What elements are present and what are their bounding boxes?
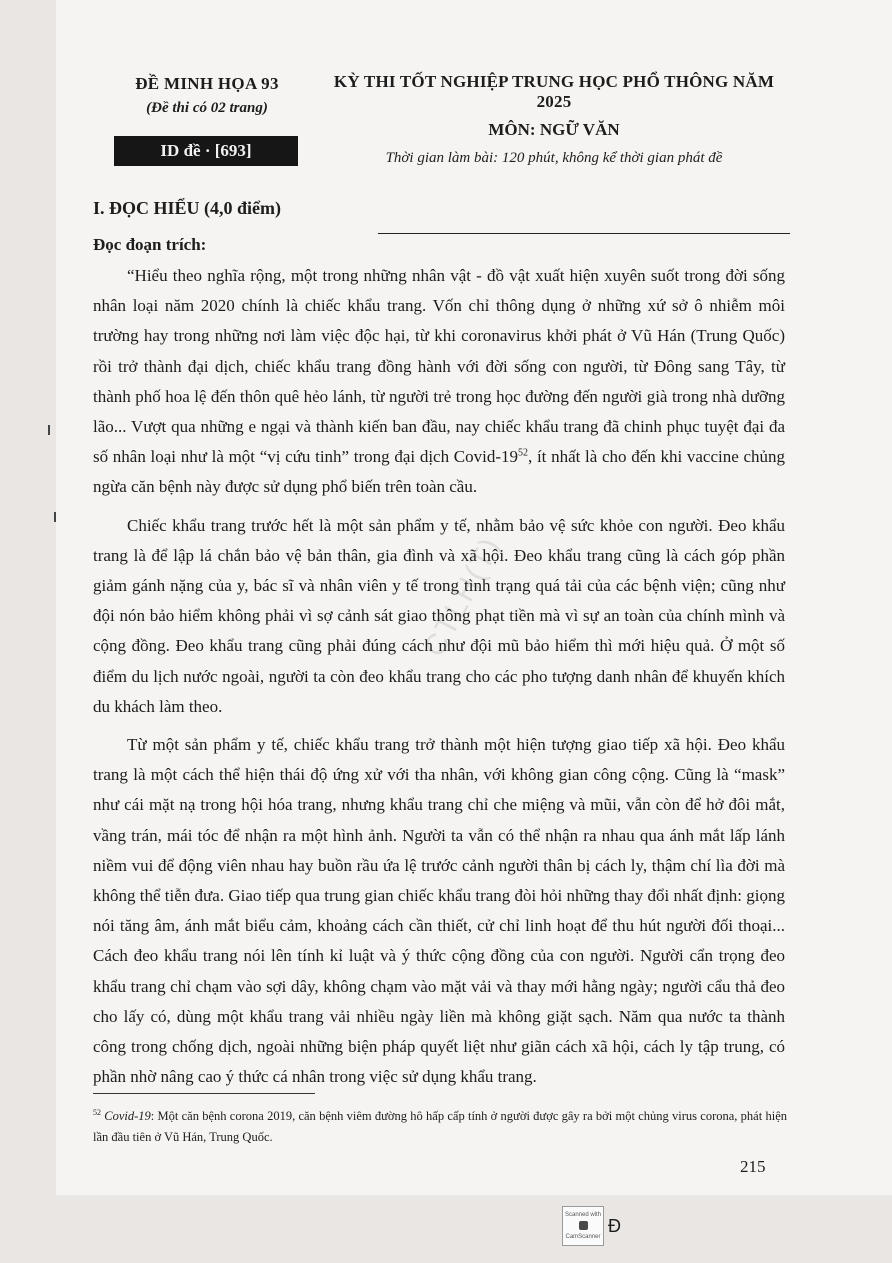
pages-note: (Đề thi có 02 trang) — [146, 100, 268, 116]
footnote — [93, 1102, 787, 1148]
exam-header-left — [102, 74, 312, 117]
time-note: Thời gian làm bài: 120 phút, không kể thời gian phát đề — [385, 150, 723, 166]
footnote-text: : Một căn bệnh corona 2019, căn bệnh viêm đường hô hấp cấp tính ở người được gây ra bởi một chủng virus corona, phát hiện lần đầu tiên ở Vũ Hán, Trung Quốc. — [93, 1109, 787, 1145]
scan-mark: Đ — [608, 1216, 621, 1236]
reading-section — [93, 198, 785, 1092]
camscanner-badge — [562, 1206, 604, 1246]
footnote-term: Covid-19 — [104, 1109, 151, 1124]
footnote-number: 52 — [93, 1108, 101, 1117]
watermark: CTLH(T) — [417, 531, 509, 663]
passage-paragraph-2: Chiếc khẩu trang trước hết là một sản phẩm y tế, nhằm bảo vệ sức khỏe con người. Đeo khẩu trang là để lập lá chắn bảo vệ bản thân, gia đình và xã hội. Đeo khẩu trang cũng là cách góp phần giảm gánh nặng của y, bác sĩ và nhân viên y tế trong tình trạng quá tải của các bệnh viện; cũng như đội nón bảo hiểm không phải vì sợ cảnh sát giao thông phạt tiền mà vì sự an toàn của chính mình và cộng đồng. Đeo khẩu trang cũng phải đúng cách như đội mũ bảo hiểm thì mới hiệu quả. Ở một số điểm du lịch nước ngoài, người ta còn đeo khẩu trang cho các pho tượng danh nhân để khuyến khích du khách làm theo. — [93, 515, 785, 716]
camscanner-logo-icon — [579, 1221, 588, 1230]
passage-paragraph-1 — [93, 261, 785, 503]
page-number: 215 — [740, 1157, 766, 1176]
exam-header-right — [320, 72, 788, 170]
footnote-divider — [93, 1093, 315, 1094]
exam-title: KỲ THI TỐT NGHIỆP TRUNG HỌC PHỔ THÔNG NĂM 2025 — [333, 72, 775, 111]
margin-mark — [48, 425, 50, 435]
read-label: Đọc đoạn trích: — [93, 235, 207, 254]
paragraph-text: , ít nhất là cho đến khi vaccine chủng ngừa căn bệnh này được sử dụng phổ biến trên toàn cầu. — [93, 447, 785, 497]
section-title: I. ĐỌC HIỂU (4,0 điểm) — [93, 198, 281, 218]
passage-paragraph-3: Từ một sản phẩm y tế, chiếc khẩu trang trở thành một hiện tượng giao tiếp xã hội. Đeo khẩu trang là một cách thể hiện thái độ ứng xử với tha nhân, với không gian công cộng. Cũng là “mask” như cái mặt nạ trong hội hóa trang, nhưng khẩu trang chỉ che miệng và mũi, vẫn còn để hở đôi mắt, vầng trán, mái tóc để nhận ra một hình ảnh. Người ta vẫn có thể nhận ra nhau qua ánh mắt lấp lánh niềm vui để động viên nhau hay buồn rầu ứa lệ trước cảnh người thân bị cách ly, thậm chí lìa đời mà không thể tiễn đưa. Giao tiếp qua trung gian chiếc khẩu trang đòi hỏi những thay đổi nhất định: giọng nói tăng âm, ánh mắt biểu cảm, khoảng cách cần thiết, cử chỉ linh hoạt để thu hút người đối thoại... Cách đeo khẩu trang nói lên tính kỉ luật và ý thức cộng đồng của con người. Người cẩn trọng đeo khẩu trang chỉ chạm vào sợi dây, không chạm vào mặt vải và thay mới hằng ngày; người cẩu thả đeo cho lấy có, dùng một khẩu trang vải nhiều ngày liền mà không giặt sạch. Năm qua nước ta thành công trong chống dịch, ngoài những biện pháp quyết liệt như giãn cách xã hội, cách ly tập trung, có phần nhờ nâng cao ý thức cá nhân trong việc sử dụng khẩu trang. — [93, 735, 785, 1087]
scan-badge-line2: CamScanner — [565, 1234, 601, 1240]
exam-subject: MÔN: NGỮ VĂN — [488, 120, 620, 139]
margin-mark — [54, 512, 56, 522]
paragraph-text: “Hiểu theo nghĩa rộng, một trong những nhân vật - đồ vật xuất hiện xuyên suốt trong đời sống nhân loại năm 2020 chính là chiếc khẩu trang. Vốn chỉ thông dụng ở những xứ sở ô nhiễm môi trường hay trong những nơi làm việc độc hại, từ khi coronavirus khởi phát ở Vũ Hán (Trung Quốc) rồi trở thành đại dịch, chiếc khẩu trang đồng hành với đời sống con người, từ Đông sang Tây, từ thành phố hoa lệ đến thôn quê hẻo lánh, từ người trẻ trong học đường đến người già trong nhà dưỡng lão... Vượt qua những e ngại và thành kiến ban đầu, nay chiếc khẩu trang đã chinh phục tuyệt đại đa số nhân loại như là một “vị cứu tinh” trong đại dịch Covid-19 — [93, 266, 785, 467]
scan-badge-line1: Scanned with — [564, 1212, 602, 1218]
exam-id-badge: ID đề · [693] — [114, 136, 298, 166]
footnote-ref: 52 — [518, 447, 528, 459]
exam-code: ĐỀ MINH HỌA 93 — [135, 74, 279, 93]
